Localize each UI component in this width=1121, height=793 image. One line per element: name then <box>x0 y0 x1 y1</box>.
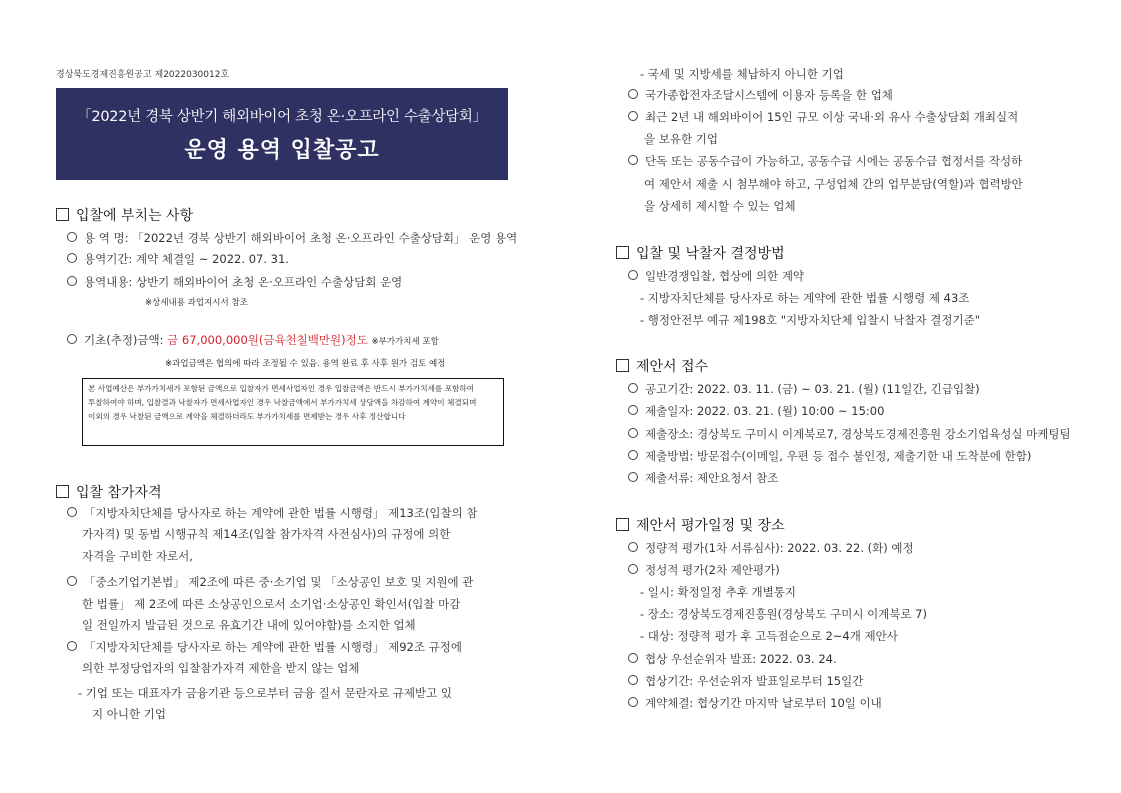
sub-item: - 일시: 확정일정 추후 개별통지 <box>640 585 796 599</box>
circle-bullet-icon <box>628 542 638 552</box>
circle-bullet-icon <box>628 155 638 165</box>
list-item: 정성적 평가(2차 제안평가) <box>628 562 780 579</box>
title-banner <box>56 88 508 180</box>
list-item-continued: 을 상세히 제시할 수 있는 업체 <box>644 199 796 213</box>
sub-item: - 국세 및 지방세를 체납하지 아니한 기업 <box>640 67 844 81</box>
list-item: 협상기간: 우선순위자 발표일로부터 15일간 <box>628 673 863 690</box>
circle-bullet-icon <box>67 276 77 286</box>
square-bullet-icon <box>616 359 629 372</box>
list-item-continued: 한 법률」 제 2조에 따른 소상공인으로서 소기업·소상공인 확인서(입찰 마감 <box>82 597 461 611</box>
section-decision-method <box>616 243 785 263</box>
list-item: 최근 2년 내 해외바이어 15인 규모 이상 국내·외 유사 수출상담회 개최실적 <box>628 109 1018 126</box>
circle-bullet-icon <box>67 576 77 586</box>
banner-subtitle: 「2022년 경북 상반기 해외바이어 초청 온·오프라인 수출상담회」 <box>77 109 487 125</box>
vat-note: ※부가가치세 포함 <box>371 337 439 347</box>
list-item: 제출서류: 제안요청서 참조 <box>628 470 778 487</box>
list-item: 일반경쟁입찰, 협상에 의한 계약 <box>628 268 804 285</box>
sub-item: - 대상: 정량적 평가 후 고득점순으로 2~4개 제안사 <box>640 629 898 643</box>
circle-bullet-icon <box>628 270 638 280</box>
circle-bullet-icon <box>628 405 638 415</box>
circle-bullet-icon <box>628 89 638 99</box>
sub-item: - 장소: 경상북도경제진흥원(경상북도 구미시 이계북로 7) <box>640 607 927 621</box>
list-item: 「지방자치단체를 당사자로 하는 계약에 관한 법률 시행령」 제13조(입찰의 참 <box>67 505 478 522</box>
amount-note: ※과업금액은 협의에 따라 조정될 수 있음. 용역 완료 후 사후 원가 검토 예정 <box>165 359 446 369</box>
circle-bullet-icon <box>628 697 638 707</box>
circle-bullet-icon <box>67 507 77 517</box>
list-item-continued: 의한 부정당업자의 입찰참가자격 제한을 받지 않는 업체 <box>82 661 360 675</box>
section-bidding-items <box>56 205 193 225</box>
list-item: 용 역 명: 「2022년 경북 상반기 해외바이어 초청 온·오프라인 수출상담회」 운영 용역 <box>67 230 517 247</box>
list-item: 제출장소: 경상북도 구미시 이계북로7, 경상북도경제진흥원 강소기업육성실 마케팅팀 <box>628 426 1071 443</box>
section-qualifications <box>56 482 162 502</box>
circle-bullet-icon <box>628 564 638 574</box>
list-item-continued: 자격을 구비한 자로서, <box>82 549 193 563</box>
list-item-continued: 을 보유한 기업 <box>644 132 718 146</box>
circle-bullet-icon <box>628 675 638 685</box>
list-item: 단독 또는 공동수급이 가능하고, 공동수급 시에는 공동수급 협정서를 작성하 <box>628 153 1022 170</box>
circle-bullet-icon <box>628 428 638 438</box>
list-item: 공고기간: 2022. 03. 11. (금) ~ 03. 21. (월) (11일간, 긴급입찰) <box>628 381 980 398</box>
sub-item: - 지방자치단체를 당사자로 하는 계약에 관한 법률 시행령 제 43조 <box>640 291 970 305</box>
square-bullet-icon <box>616 518 629 531</box>
square-bullet-icon <box>56 485 69 498</box>
list-item-amount: 기초(추정)금액: 금 67,000,000원(금육천칠백만원)정도 ※부가가치세 포함 <box>67 332 439 351</box>
list-item-continued: 가자격) 및 동법 시행규칙 제14조(입찰 참가자격 사전심사)의 규정에 의한 <box>82 527 451 541</box>
list-item: 국가종합전자조달시스템에 이용자 등록을 한 업체 <box>628 87 893 104</box>
square-bullet-icon <box>56 208 69 221</box>
circle-bullet-icon <box>628 450 638 460</box>
circle-bullet-icon <box>67 232 77 242</box>
circle-bullet-icon <box>628 472 638 482</box>
list-item: 협상 우선순위자 발표: 2022. 03. 24. <box>628 651 837 668</box>
list-item: 정량적 평가(1차 서류심사): 2022. 03. 22. (화) 예정 <box>628 540 914 557</box>
reference-note: ※상세내용 과업지시서 참조 <box>145 298 248 308</box>
list-item: 용역내용: 상반기 해외바이어 초청 온·오프라인 수출상담회 운영 <box>67 274 402 291</box>
list-item-continued: 여 제안서 제출 시 첨부해야 하고, 구성업체 간의 업무분담(역할)과 협력방안 <box>644 177 1023 191</box>
circle-bullet-icon <box>628 383 638 393</box>
amount-value: 금 67,000,000원(금육천칠백만원)정도 <box>167 333 368 347</box>
section-title: 입찰 참가자격 <box>76 485 162 501</box>
list-item: 「중소기업기본법」 제2조에 따른 중·소기업 및 「소상공인 보호 및 지원에 관 <box>67 574 473 591</box>
list-item: 용역기간: 계약 체결일 ~ 2022. 07. 31. <box>67 251 289 268</box>
square-bullet-icon <box>616 246 629 259</box>
section-title: 제안서 평가일정 및 장소 <box>636 518 785 534</box>
banner-title: 운영 용역 입찰공고 <box>184 138 380 163</box>
list-item-continued: 일 전일까지 발급된 것으로 유효기간 내에 있어야함)를 소지한 업체 <box>82 618 416 632</box>
section-evaluation-schedule <box>616 515 785 535</box>
circle-bullet-icon <box>628 111 638 121</box>
circle-bullet-icon <box>67 253 77 263</box>
list-item: 제출일자: 2022. 03. 21. (월) 10:00 ~ 15:00 <box>628 403 884 420</box>
section-title: 입찰에 부치는 사항 <box>76 208 194 224</box>
sub-item-continued: 지 아니한 기업 <box>92 707 166 721</box>
sub-item: - 행정안전부 예규 제198호 "지방자치단체 입찰시 낙찰자 결정기준" <box>640 313 980 327</box>
sub-item: - 기업 또는 대표자가 금융기관 등으로부터 금융 질서 문란자로 규제받고 있 <box>78 686 452 700</box>
notice-number: 경상북도경제진흥원공고 제2022030012호 <box>56 70 230 80</box>
section-title: 입찰 및 낙찰자 결정방법 <box>636 246 785 262</box>
circle-bullet-icon <box>67 641 77 651</box>
circle-bullet-icon <box>67 334 77 344</box>
circle-bullet-icon <box>628 653 638 663</box>
list-item: 「지방자치단체를 당사자로 하는 계약에 관한 법률 시행령」 제92조 규정에 <box>67 639 462 656</box>
list-item: 계약체결: 협상기간 마지막 날로부터 10일 이내 <box>628 695 882 712</box>
list-item: 제출방법: 방문접수(이메일, 우편 등 접수 불인정, 제출기한 내 도착분에 한함) <box>628 448 1031 465</box>
vat-notice-box: 본 사업예산은 부가가치세가 포함된 금액으로 입찰자가 면세사업자인 경우 입찰금액은 반드시 부가가치세를 포함하여 투찰하여야 하며, 입찰결과 낙찰자가 면세사업자인 경우 낙찰금액에서 부가가치세 상당액을 차감하여 계약이 체결되며 이외의 경우 낙찰된 금액으로 계약을 체결하더라도 부가가치세를 면제받는 경우 사후 정산합니다 <box>82 378 504 446</box>
section-proposal-submission <box>616 356 708 376</box>
section-title: 제안서 접수 <box>636 359 709 375</box>
